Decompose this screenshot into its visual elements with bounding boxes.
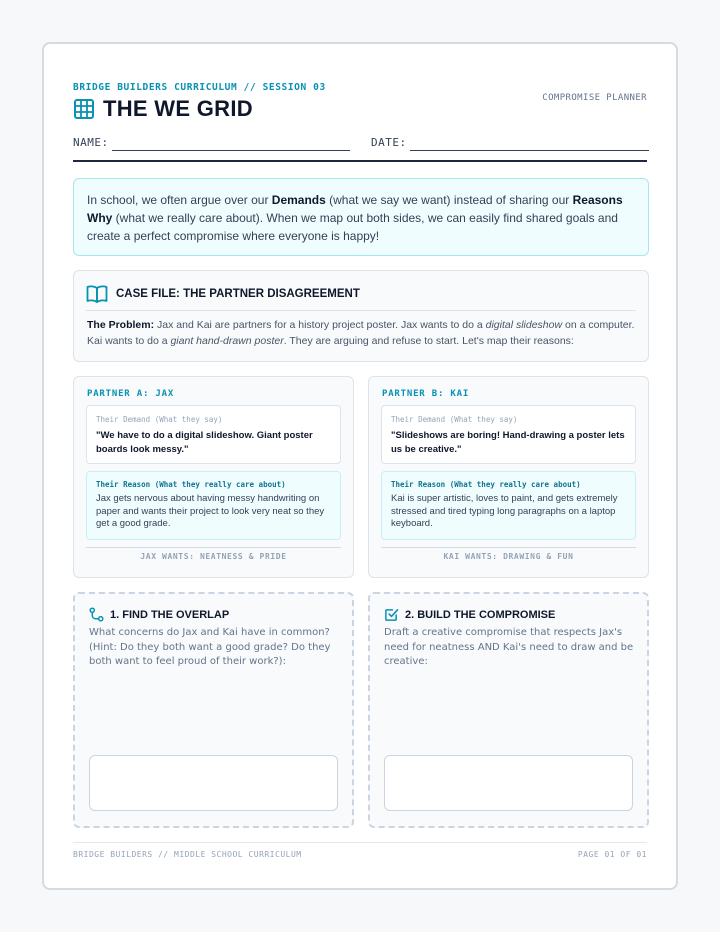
demand-label: Their Demand (What they say): [96, 415, 223, 424]
footer-left: BRIDGE BUILDERS // MIDDLE SCHOOL CURRICULUM: [73, 850, 302, 859]
case-file-card: [73, 270, 649, 362]
reason-box: [86, 471, 341, 540]
wants-divider: [381, 547, 636, 548]
case-file-header: [86, 284, 360, 304]
title-row: [73, 96, 253, 122]
name-label: NAME:: [73, 136, 109, 149]
problem-label: The Problem:: [87, 319, 155, 331]
partner-b-card: [368, 376, 649, 578]
reason-box: [381, 471, 636, 540]
intro-demands: Demands: [271, 193, 326, 207]
demand-quote: "Slideshows are boring! Hand-drawing a poster lets us be creative.": [391, 430, 625, 455]
overlap-answer-box[interactable]: [89, 755, 338, 811]
intro-reasons-why: Reasons Why: [87, 193, 623, 225]
task-prompt: Draft a creative compromise that respects Jax's need for neatness AND Kai's need to draw and be creative:: [384, 627, 634, 667]
problem-text: on a computer. Kai wants to do a: [87, 319, 635, 347]
name-field[interactable]: [112, 150, 350, 151]
case-file-problem: [87, 318, 637, 349]
intro-text: In school, we often argue over our: [87, 193, 272, 207]
problem-emphasis: giant hand-drawn poster: [170, 334, 284, 347]
wants-divider: [86, 547, 341, 548]
task-prompt: What concerns do Jax and Kai have in common? (Hint: Do they both want a good grade? Do they both want to feel proud of their work?):: [89, 627, 331, 667]
footer-page-number: PAGE 01 OF 01: [577, 850, 647, 859]
demand-box: [86, 405, 341, 464]
intro-callout: [73, 178, 649, 256]
partner-label: PARTNER A: JAX: [87, 389, 175, 399]
planner-label: COMPROMISE PLANNER: [542, 93, 647, 103]
build-compromise-section: [368, 592, 649, 828]
demand-box: [381, 405, 636, 464]
demand-label: Their Demand (What they say): [391, 415, 518, 424]
footer-divider: [73, 842, 647, 843]
intro-text: (what we really care about). When we map out both sides, we can easily find shared goals and create a perfect compromise where everyone is happy!: [87, 211, 618, 243]
compromise-answer-box[interactable]: [384, 755, 633, 811]
grid-icon: [73, 98, 95, 120]
date-label: DATE:: [371, 136, 407, 149]
header-divider: [73, 160, 647, 162]
task-title: 2. BUILD THE COMPROMISE: [405, 608, 556, 621]
curriculum-kicker: BRIDGE BUILDERS CURRICULUM // SESSION 03: [73, 82, 326, 93]
intro-text: (what we say we want) instead of sharing our: [325, 193, 573, 207]
task-title: 1. FIND THE OVERLAP: [110, 608, 230, 621]
book-icon: [86, 284, 108, 304]
problem-emphasis: digital slideshow: [485, 319, 563, 331]
checkbox-icon: [384, 607, 399, 622]
date-field[interactable]: [410, 150, 649, 151]
find-overlap-section: [73, 592, 354, 828]
page-title: THE WE GRID: [103, 96, 253, 121]
partner-label: PARTNER B: KAI: [382, 389, 470, 399]
task-header: [384, 607, 555, 622]
reason-text: Kai is super artistic, loves to paint, and gets extremely stressed and tired typing long paragraphs on a laptop keyboard.: [391, 493, 618, 529]
case-file-divider: [86, 310, 636, 311]
demand-quote: "We have to do a digital slideshow. Giant poster boards look messy.": [96, 430, 313, 455]
worksheet-page: [42, 42, 678, 890]
reason-label: Their Reason (What they really care about): [96, 480, 286, 489]
reason-text: Jax gets nervous about having messy handwriting on paper and wants their project to look very neat so they get a good grade.: [96, 493, 325, 529]
case-file-title: CASE FILE: THE PARTNER DISAGREEMENT: [116, 288, 360, 300]
wants-summary: JAX WANTS: NEATNESS & PRIDE: [140, 552, 287, 561]
problem-text: Jax and Kai are partners for a history project poster. Jax wants to do a: [154, 319, 486, 331]
wants-summary: KAI WANTS: DRAWING & FUN: [443, 552, 574, 561]
problem-text: . They are arguing and refuse to start. Let's map their reasons:: [283, 334, 574, 347]
task-header: [89, 607, 229, 622]
route-icon: [89, 607, 104, 622]
reason-label: Their Reason (What they really care about): [391, 480, 581, 489]
partner-a-card: [73, 376, 354, 578]
